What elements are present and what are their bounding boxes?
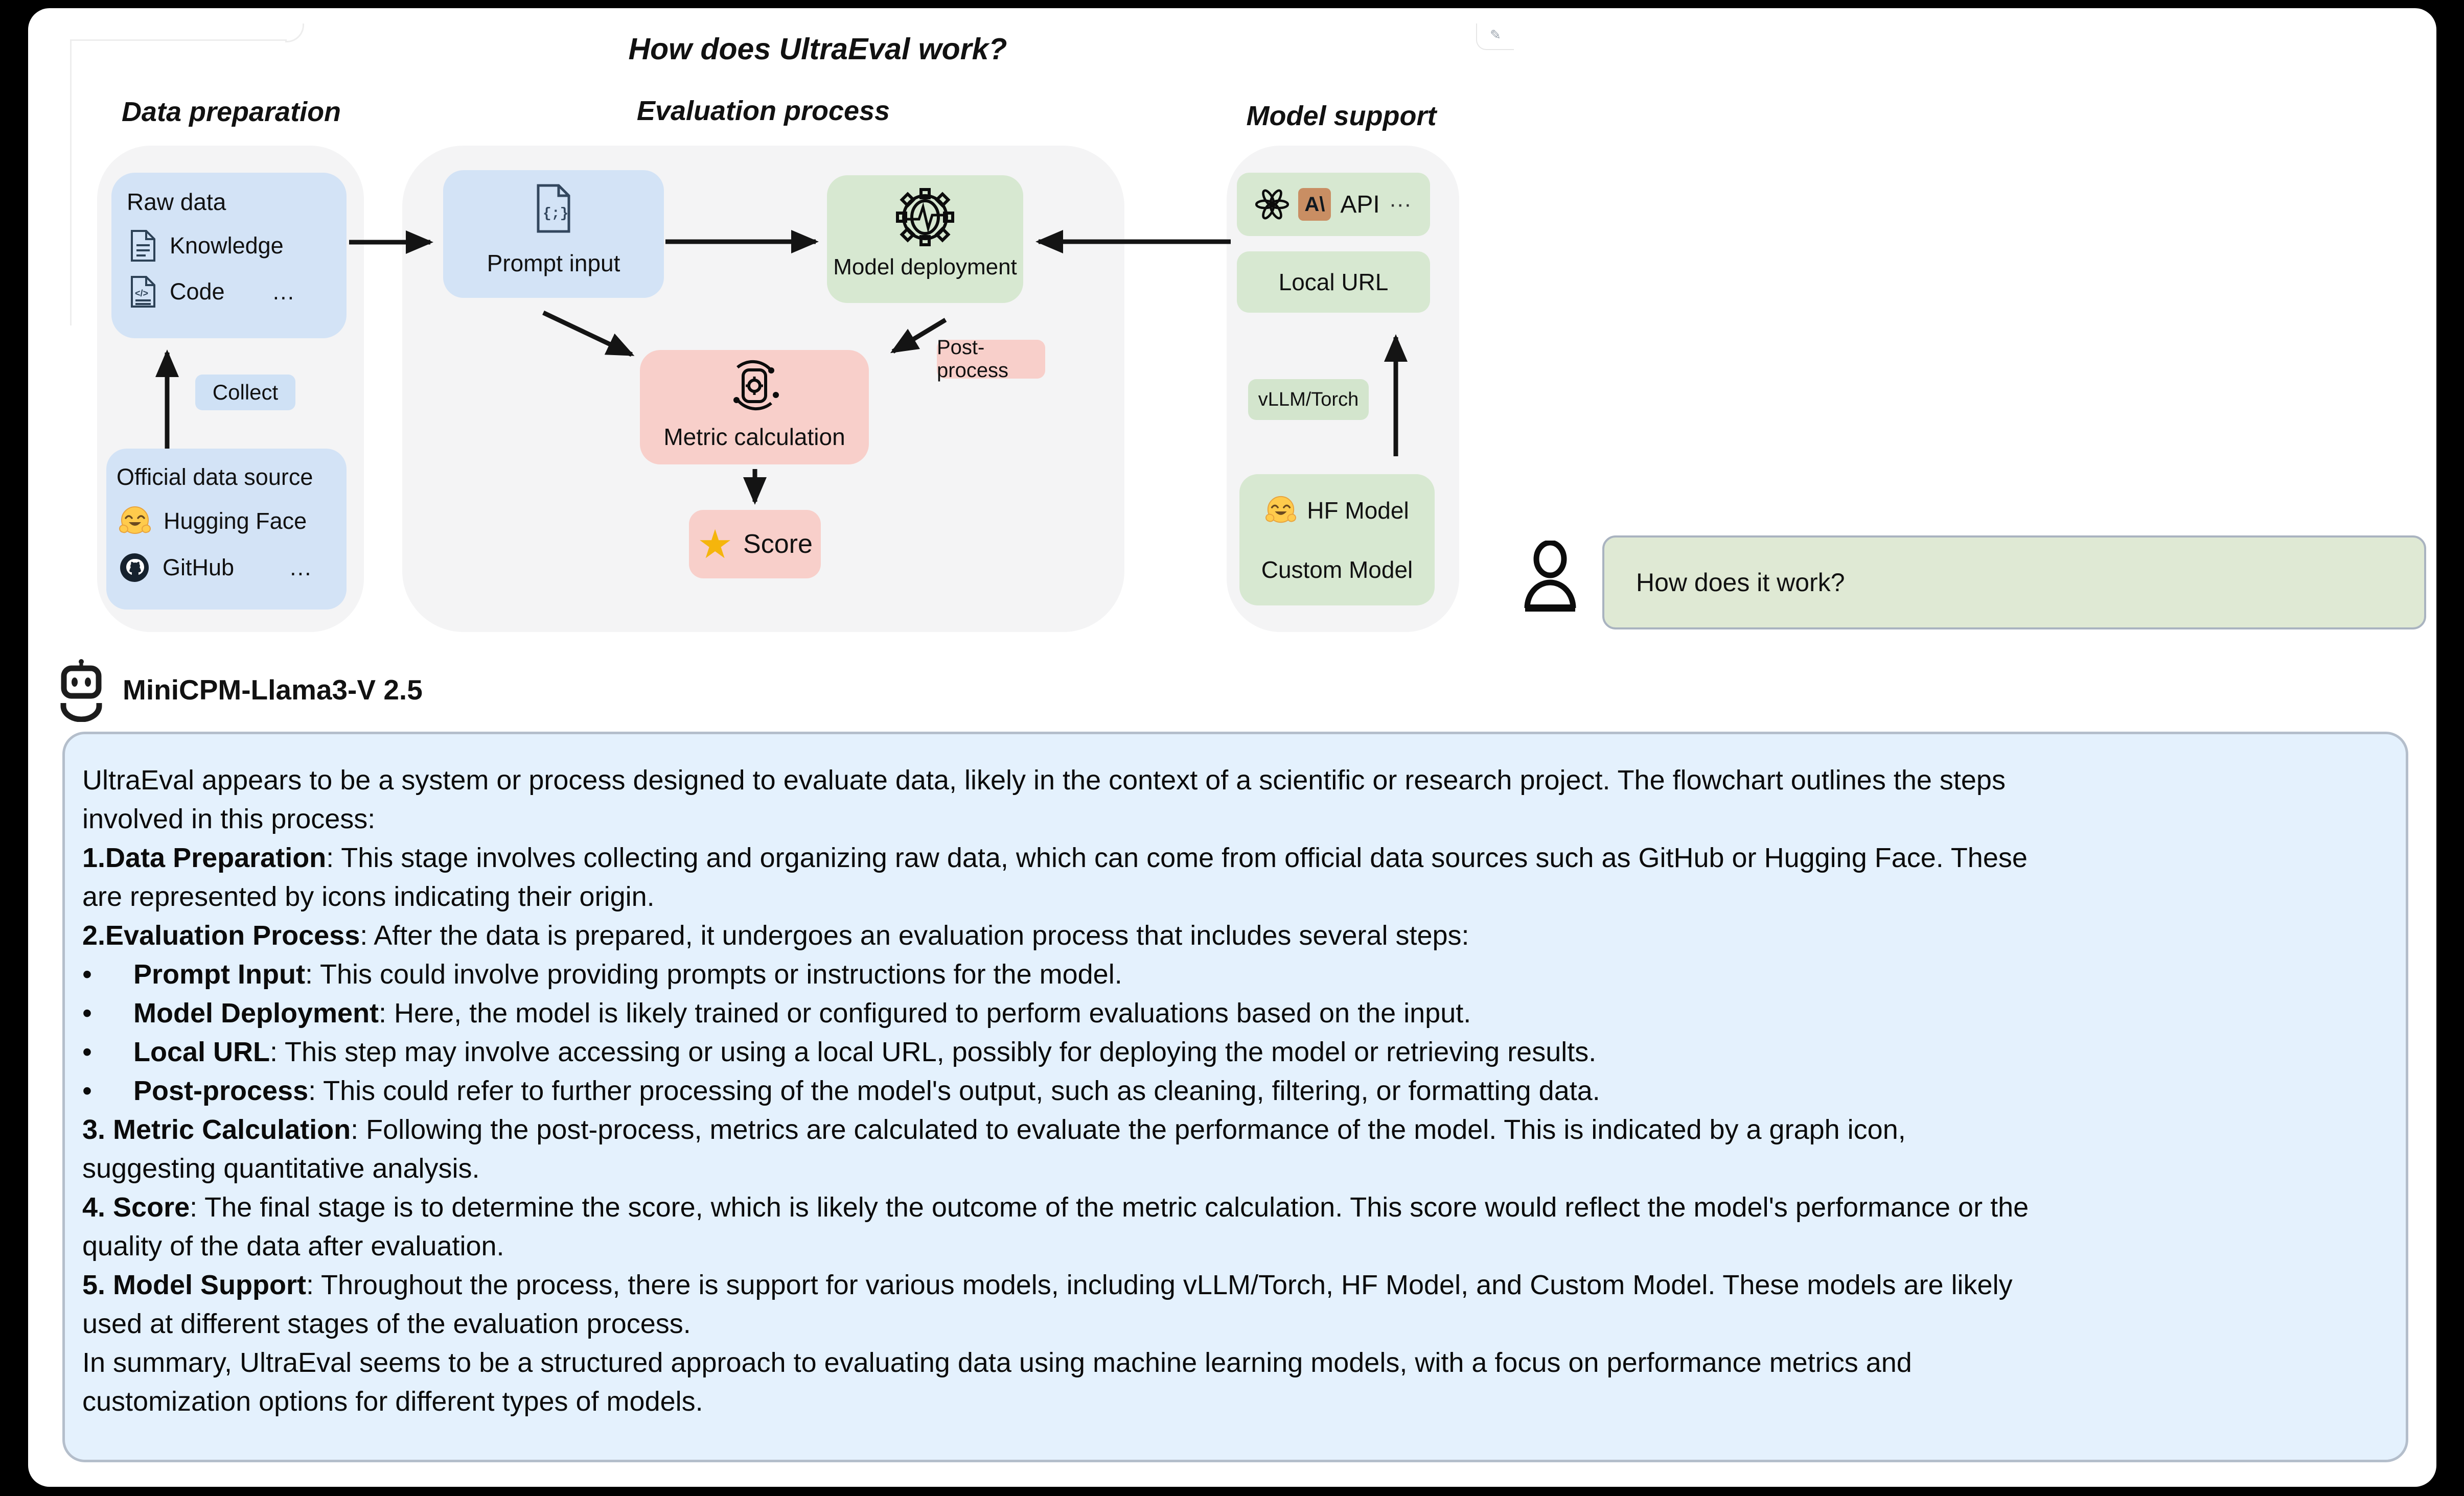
prompt-input-label: Prompt input bbox=[487, 250, 620, 276]
user-message-text: How does it work? bbox=[1636, 568, 1845, 597]
api-more-dots: ··· bbox=[1389, 192, 1412, 217]
response-line: In summary, UltraEval seems to be a structured approach to evaluating data using machine learning models, with a focus on performance metrics and bbox=[82, 1347, 1912, 1378]
response-line: involved in this process: bbox=[82, 804, 376, 834]
code-file-icon bbox=[129, 275, 157, 309]
official-source-item-label: Hugging Face bbox=[164, 508, 307, 534]
raw-data-item-label: Knowledge bbox=[170, 232, 284, 259]
section-header-data-preparation: Data preparation bbox=[121, 97, 341, 127]
api-box bbox=[1237, 173, 1430, 236]
github-icon bbox=[119, 552, 150, 583]
model-deployment-label: Model deployment bbox=[833, 254, 1017, 279]
vllm-torch-box: vLLM/Torch bbox=[1248, 379, 1369, 420]
star-icon: ★ bbox=[697, 522, 733, 567]
response-line: suggesting quantitative analysis. bbox=[82, 1153, 480, 1184]
response-line: • Model Deployment: Here, the model is likely trained or configured to perform evaluations based on the input. bbox=[82, 998, 1471, 1028]
section-header-evaluation-process: Evaluation process bbox=[636, 96, 890, 126]
response-line: UltraEval appears to be a system or process designed to evaluate data, likely in the context of a scientific or research project. The flowchart outlines the steps bbox=[82, 765, 2006, 796]
raw-data-item-knowledge bbox=[129, 229, 284, 263]
svg-text:{;}: {;} bbox=[543, 206, 569, 222]
official-source-item-label: GitHub bbox=[163, 554, 235, 580]
document-icon bbox=[129, 229, 157, 263]
custom-model-label: Custom Model bbox=[1261, 556, 1413, 583]
diagram-title: How does UltraEval work? bbox=[628, 32, 1007, 66]
response-line: are represented by icons indicating their origin. bbox=[82, 881, 655, 912]
section-header-model-support: Model support bbox=[1246, 101, 1437, 131]
hf-model-label: HF Model bbox=[1307, 497, 1409, 524]
score-box bbox=[689, 510, 821, 578]
raw-data-item-label: Code bbox=[170, 278, 225, 305]
raw-data-more: ... bbox=[272, 278, 295, 305]
official-data-source-title: Official data source bbox=[117, 464, 313, 490]
response-line: quality of the data after evaluation. bbox=[82, 1231, 504, 1261]
json-document-icon bbox=[534, 183, 573, 233]
official-source-more: ... bbox=[290, 554, 312, 580]
model-deployment-box bbox=[827, 175, 1023, 303]
response-line: 1.Data Preparation: This stage involves collecting and organizing raw data, which can come from official data sources such as GitHub or Hugging Face. These bbox=[82, 843, 2028, 873]
response-line: used at different stages of the evaluation process. bbox=[82, 1308, 691, 1339]
hugging-face-icon bbox=[1265, 495, 1297, 526]
response-line: 2.Evaluation Process: After the data is prepared, it undergoes an evaluation process that includes several steps: bbox=[82, 920, 1469, 951]
score-label: Score bbox=[743, 529, 813, 559]
assistant-response-box bbox=[62, 732, 2408, 1462]
local-url-box: Local URL bbox=[1237, 251, 1430, 313]
anthropic-icon: A\ bbox=[1298, 188, 1331, 221]
model-name: MiniCPM-Llama3-V 2.5 bbox=[123, 674, 423, 706]
edit-icon[interactable]: ✎ bbox=[1476, 24, 1514, 50]
response-line: 5. Model Support: Throughout the process, there is support for various models, including vLLM/Torch, HF Model, and Custom Model. These models are likely bbox=[82, 1270, 2013, 1300]
hf-model-row bbox=[1239, 495, 1435, 526]
collect-label-box: Collect bbox=[195, 375, 295, 410]
response-line: customization options for different types of models. bbox=[82, 1386, 703, 1417]
hugging-face-icon bbox=[119, 505, 151, 537]
raw-data-title: Raw data bbox=[127, 189, 226, 215]
official-source-item-huggingface bbox=[119, 505, 307, 537]
official-source-item-github bbox=[119, 552, 312, 583]
assistant-response-text bbox=[82, 761, 2390, 1421]
post-process-box: Post-process bbox=[937, 340, 1045, 379]
response-line: • Local URL: This step may involve accessing or using a local URL, possibly for deploying the model or retrieving results. bbox=[82, 1037, 1597, 1067]
hf-model-box bbox=[1239, 474, 1435, 605]
api-label: API bbox=[1340, 191, 1380, 218]
user-message-bubble bbox=[1602, 535, 2426, 629]
robot-icon bbox=[57, 658, 106, 722]
metric-icon bbox=[726, 357, 782, 413]
user-icon bbox=[1517, 541, 1583, 615]
response-line: • Prompt Input: This could involve providing prompts or instructions for the model. bbox=[82, 959, 1122, 990]
metric-calculation-label: Metric calculation bbox=[663, 424, 845, 450]
raw-data-item-code bbox=[129, 275, 295, 309]
gear-icon bbox=[894, 186, 956, 248]
openai-icon bbox=[1255, 188, 1289, 221]
response-line: 4. Score: The final stage is to determine the score, which is likely the outcome of the metric calculation. This score would reflect the model's performance or the bbox=[82, 1192, 2029, 1223]
response-line: 3. Metric Calculation: Following the post-process, metrics are calculated to evaluate the performance of the model. This is indicated by a graph icon, bbox=[82, 1114, 1906, 1145]
prompt-input-box bbox=[443, 170, 664, 298]
svg-text:</>: </> bbox=[135, 288, 149, 298]
response-line: • Post-process: This could refer to further processing of the model's output, such as cleaning, filtering, or formatting data. bbox=[82, 1076, 1600, 1106]
